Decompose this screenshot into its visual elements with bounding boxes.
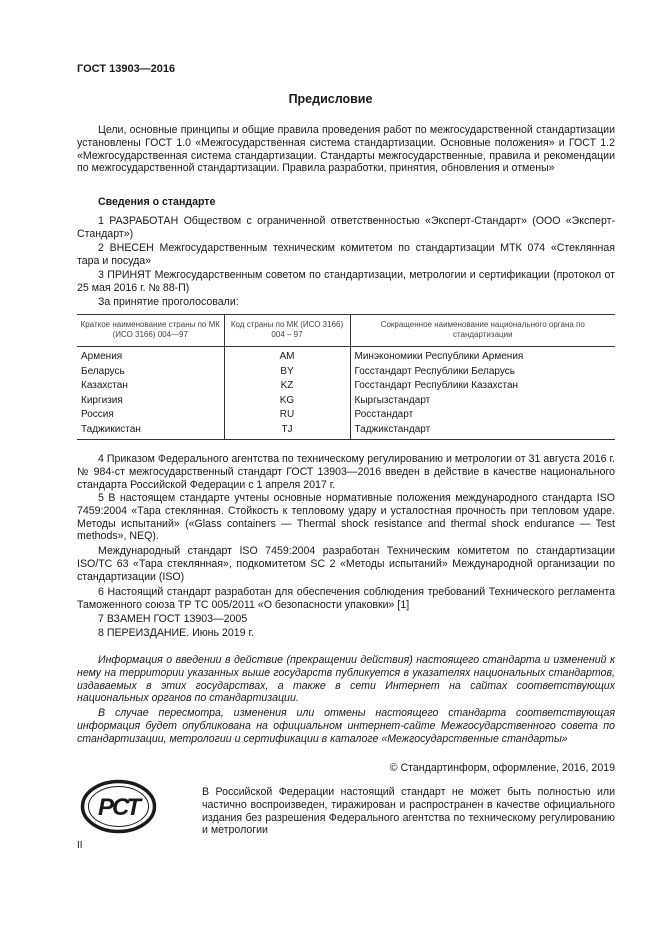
item-1: 1 РАЗРАБОТАН Обществом с ограниченной ответственностью «Эксперт-Стандарт» (ООО «Эксперт-Стандарт») (77, 215, 615, 240)
body-cell: Госстандарт Республики Казахстан (350, 379, 615, 394)
rst-logo (80, 779, 157, 834)
item-5-note: Международный стандарт ISO 7459:2004 разработан Техническим комитетом по стандартизации ISO/TC 63 «Тара стеклянная», подкомитетом SC 2 «Методы испытаний» Международной организации по стандартизации (ISO) (77, 545, 615, 583)
code-cell: KZ (224, 379, 350, 394)
table-row (77, 394, 615, 409)
page-number: II (77, 840, 83, 851)
table-row (77, 379, 615, 394)
voted-label: За принятие проголосовали: (98, 296, 239, 308)
body-cell: Кыргызстандарт (350, 394, 615, 409)
table-row (77, 408, 615, 423)
reproduction-notice: В Российской Федерации настоящий стандарт не может быть полностью или частично воспроизведен, тиражирован и распространен в качестве официального издания без разрешения Федерального агентства по техническому регулированию и метрологии (202, 786, 615, 837)
item-4: 4 Приказом Федерального агентства по техническому регулированию и метрологии от 31 августа 2016 г. № 984-ст межгосударственный стандарт ГОСТ 13903—2016 введен в действие в качестве национального стандарта Российской Федерации с 1 апреля 2017 г. (77, 453, 615, 491)
country-cell: Киргизия (81, 394, 123, 406)
country-cell: Беларусь (81, 365, 125, 377)
item-8: 8 ПЕРЕИЗДАНИЕ. Июнь 2019 г. (98, 627, 255, 639)
country-cell: Таджикистан (77, 423, 224, 440)
info-revision: В случае пересмотра, изменения или отмены настоящего стандарта соответствующая информация будет опубликована на официальном интернет-сайте Межгосударственного совета по стандартизации, метрологии и сертификации в каталоге «Межгосударственные стандарты» (77, 707, 615, 745)
info-introduction: Информация о введении в действие (прекращении действия) настоящего стандарта и изменений к нему на территории указанных выше государств публикуется в указателях национальных стандартов, издаваемых в этих государствах, а также в сети Интернет на сайтах соответствующих национальных органов по стандартизации. (77, 654, 615, 705)
item-5: 5 В настоящем стандарте учтены основные нормативные положения международного стандарта ISO 7459:2004 «Тара стеклянная. Стойкость к тепловому удару и усталостная прочность при тепловом ударе. Методы испытаний» («Glass containers — Thermal shock resistance and thermal shock endurance — Test methods», NEQ). (77, 492, 615, 543)
section-subtitle: Сведения о стандарте (98, 196, 216, 208)
country-cell: Казахстан (81, 380, 128, 391)
header-code: Код страны по МК (ИСО 3166) 004 – 97 (224, 315, 350, 347)
code-cell: AM (224, 347, 350, 365)
table-row (77, 423, 615, 440)
header-body: Сокращенное наименование национального органа по стандартизации (350, 315, 615, 347)
logo-text: РСТ (97, 794, 140, 821)
code-cell: KG (224, 394, 350, 409)
countries-table (77, 314, 615, 440)
header-country: Краткое наименование страны по МК (ИСО 3166) 004—97 (77, 315, 224, 347)
item-2: 2 ВНЕСЕН Межгосударственным техническим комитетом по стандартизации МТК 074 «Стеклянная тара и посуда» (77, 242, 615, 267)
table-header-row (77, 315, 615, 347)
code-cell: TJ (224, 423, 350, 440)
body-cell: Росстандарт (350, 408, 615, 423)
table-row (77, 365, 615, 380)
copyright: © Стандартинформ, оформление, 2016, 2019 (389, 762, 615, 774)
item-6: 6 Настоящий стандарт разработан для обеспечения соблюдения требований Технического регламента Таможенного союза ТР ТС 005/2011 «О безопасности упаковки» [1] (77, 586, 615, 611)
country-cell: Россия (81, 409, 114, 420)
body-cell: Таджикстандарт (350, 423, 615, 440)
body-cell: Госстандарт Республики Беларусь (350, 365, 615, 380)
item-3: 3 ПРИНЯТ Межгосударственным советом по стандартизации, метрологии и сертификации (протокол от 25 мая 2016 г. № 88-П) (77, 269, 615, 294)
document-code: ГОСТ 13903—2016 (77, 63, 176, 75)
page-title: Предисловие (288, 92, 373, 106)
code-cell: BY (224, 365, 350, 380)
intro-paragraph: Цели, основные принципы и общие правила проведения работ по межгосударственной стандартизации установлены ГОСТ 1.0 «Межгосударственная система стандартизации. Основные положения» и ГОСТ 1.2 «Межгосударственная система стандартизации. Стандарты межгосударственные, правила и рекомендации по межгосударственной стандартизации. Правила разработки, принятия, обновления и отмены» (77, 124, 615, 175)
body-cell: Минэкономики Республики Армения (350, 347, 615, 365)
item-7: 7 ВЗАМЕН ГОСТ 13903—2005 (98, 613, 248, 625)
table-row (77, 347, 615, 365)
code-cell: RU (224, 408, 350, 423)
country-cell: Армения (81, 351, 123, 362)
